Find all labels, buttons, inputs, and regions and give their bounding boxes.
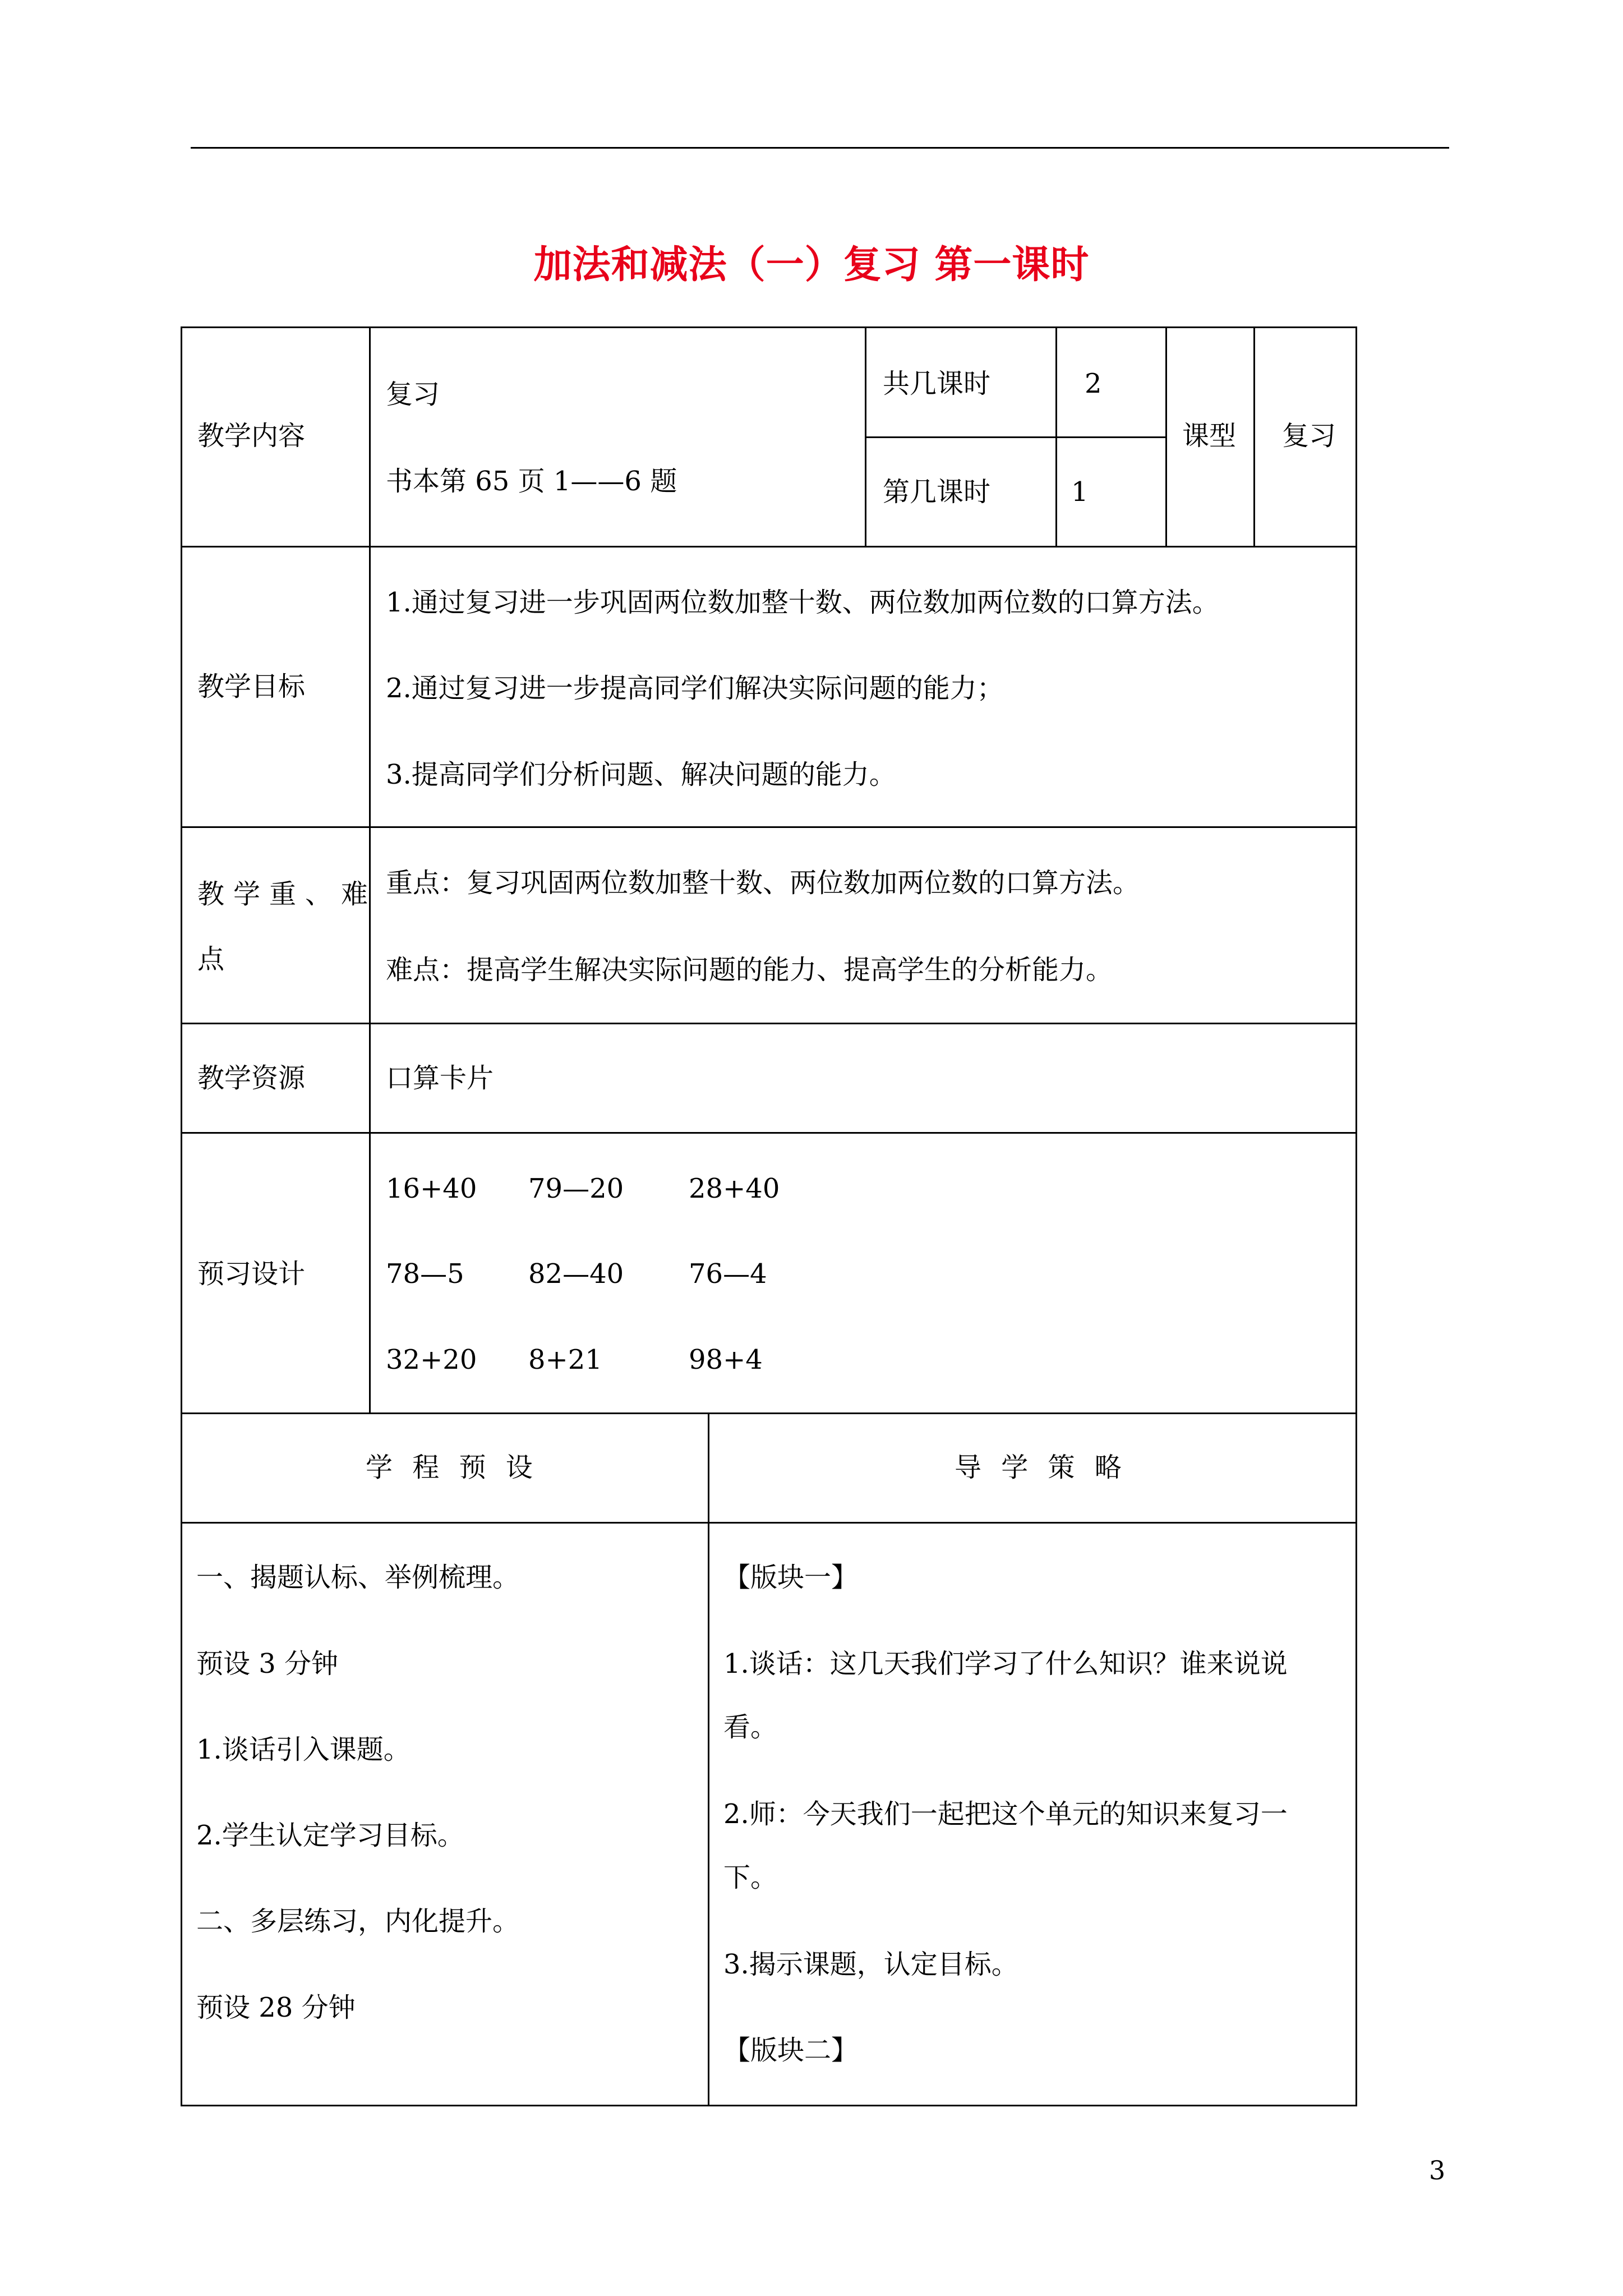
- preview-item: 76—4: [689, 1258, 767, 1290]
- lesson-number-label: 第几课时: [883, 476, 991, 508]
- goal-item: 3.提高同学们分析问题、解决问题的能力。: [386, 759, 896, 790]
- process-left-line: 预设 3 分钟: [196, 1648, 339, 1680]
- sub-row-divider: [865, 436, 1167, 438]
- row-divider: [181, 1132, 1357, 1134]
- focus-label-line1: 教学重、难: [197, 878, 377, 910]
- process-right-line: 下。: [723, 1862, 778, 1893]
- preview-item: 79—20: [528, 1173, 624, 1204]
- difficult-point: 难点：提高学生解决实际问题的能力、提高学生的分析能力。: [386, 954, 1113, 986]
- row-divider: [181, 1412, 1357, 1414]
- row-divider: [181, 1522, 1357, 1524]
- process-right-header: 导 学 策 略: [955, 1452, 1127, 1483]
- process-right-line: 【版块二】: [723, 2035, 859, 2066]
- goal-item: 2.通过复习进一步提高同学们解决实际问题的能力；: [386, 673, 1004, 704]
- label-column-divider: [369, 326, 371, 1414]
- preview-item: 82—40: [528, 1258, 624, 1290]
- content-line2: 书本第 65 页 1——6 题: [386, 466, 677, 497]
- content-label: 教学内容: [197, 420, 306, 452]
- process-left-line: 2.学生认定学习目标。: [196, 1820, 464, 1851]
- header-rule: [191, 147, 1449, 149]
- preview-item: 28+40: [689, 1173, 780, 1204]
- process-right-line: 1.谈话：这几天我们学习了什么知识？谁来说说: [723, 1648, 1288, 1680]
- preview-item: 98+4: [689, 1344, 763, 1375]
- lesson-type-value: 复习: [1282, 420, 1336, 452]
- preview-item: 8+21: [528, 1344, 602, 1375]
- process-column-divider: [708, 1412, 709, 2106]
- preview-item: 16+40: [386, 1173, 477, 1204]
- process-left-line: 一、揭题认标、举例梳理。: [196, 1562, 520, 1593]
- table-border-top: [181, 326, 1357, 328]
- process-right-line: 3.揭示课题，认定目标。: [723, 1949, 1018, 1980]
- preview-label: 预习设计: [197, 1258, 306, 1290]
- process-right-line: 【版块一】: [723, 1562, 859, 1593]
- content-line1: 复习: [386, 379, 440, 410]
- process-right-line: 2.师：今天我们一起把这个单元的知识来复习一: [723, 1798, 1288, 1830]
- preview-item: 78—5: [386, 1258, 464, 1290]
- process-left-header: 学 程 预 设: [366, 1452, 538, 1483]
- total-lessons-label: 共几课时: [883, 368, 991, 399]
- total-lessons-value: 2: [1085, 368, 1102, 399]
- lesson-type-label: 课型: [1182, 420, 1237, 452]
- goals-label: 教学目标: [197, 671, 306, 702]
- page-number: 3: [1429, 2155, 1446, 2185]
- preview-item: 32+20: [386, 1344, 477, 1375]
- process-left-line: 二、多层练习，内化提升。: [196, 1906, 520, 1937]
- table-border-bottom: [181, 2105, 1357, 2106]
- focus-label-line2: 点: [197, 944, 225, 975]
- row-divider: [181, 826, 1357, 828]
- key-point: 重点：复习巩固两位数加整十数、两位数加两位数的口算方法。: [386, 867, 1140, 899]
- table-border-left: [181, 326, 182, 2106]
- resources-label: 教学资源: [197, 1062, 306, 1094]
- resources-value: 口算卡片: [386, 1062, 494, 1094]
- table-border-right: [1355, 326, 1357, 2106]
- process-left-line: 1.谈话引入课题。: [196, 1734, 411, 1765]
- page-title: 加法和减法（一）复习 第一课时: [533, 242, 1090, 287]
- lesson-number-value: 1: [1071, 476, 1089, 508]
- process-right-line: 看。: [723, 1711, 778, 1743]
- row-divider: [181, 546, 1357, 547]
- goal-item: 1.通过复习进一步巩固两位数加整十数、两位数加两位数的口算方法。: [386, 587, 1219, 618]
- process-left-line: 预设 28 分钟: [196, 1992, 356, 2023]
- row-divider: [181, 1023, 1357, 1024]
- col-divider: [1253, 326, 1255, 547]
